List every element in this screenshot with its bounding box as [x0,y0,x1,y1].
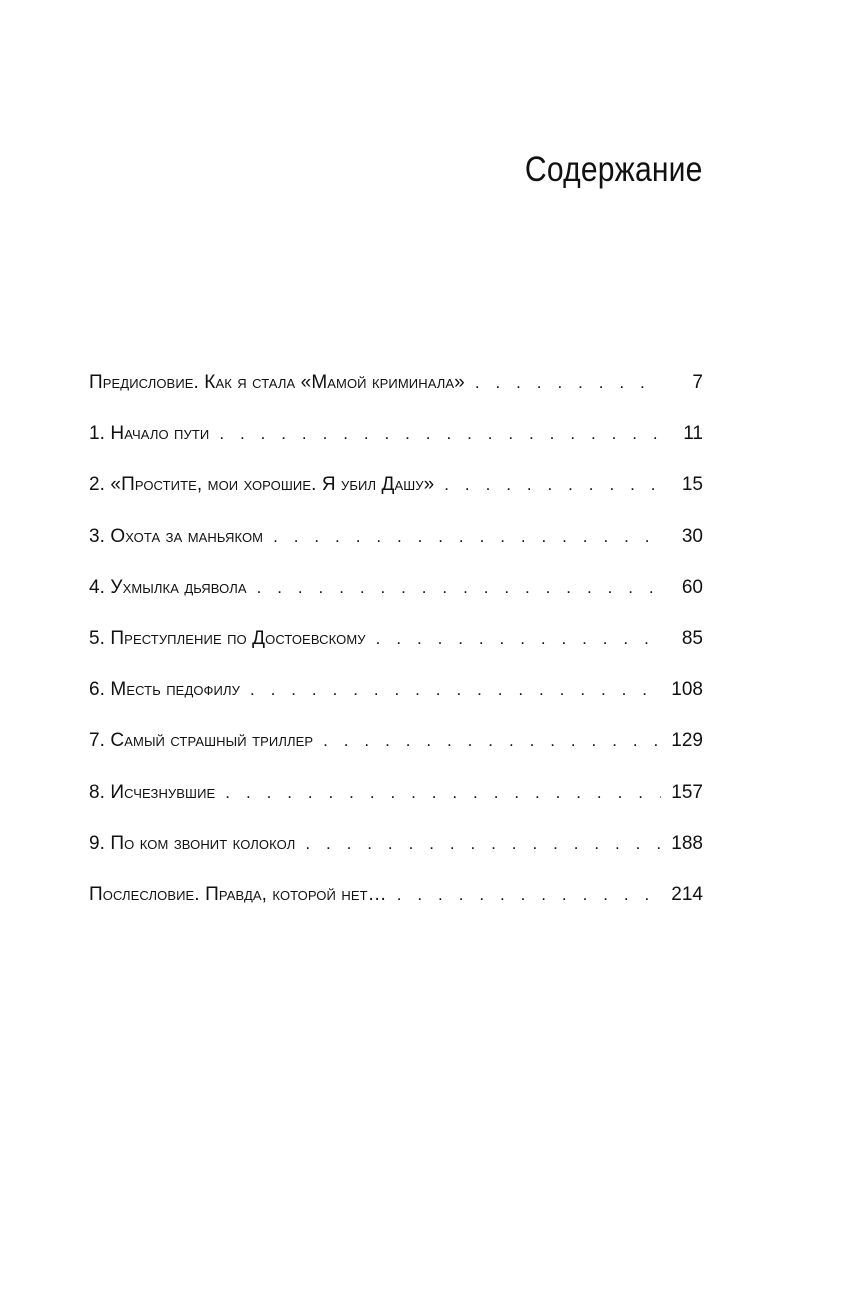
toc-page-number: 60 [681,576,703,598]
toc-entry-title: Послесловие. Правда, которой нет… [89,883,387,905]
toc-page-number: 157 [671,781,703,803]
toc-entry-title: Предисловие. Как я стала «Мамой криминала» [89,372,465,393]
toc-entry-title: 8. Исчезнувшие [89,781,216,803]
toc-dot-leader [257,578,661,598]
toc-entry [89,833,703,884]
toc-page-number: 7 [692,372,703,393]
toc-dot-leader [305,834,661,854]
toc-entry [89,884,703,935]
toc-dot-leader [225,783,661,803]
toc-entry-title: 1. Начало пути [89,423,210,445]
toc-entry [89,628,703,679]
toc-page-number: 15 [681,474,703,496]
toc-dot-leader [250,680,661,700]
toc-dot-leader [444,475,661,495]
page-title: Содержание [525,150,703,189]
toc-entry-title: 3. Охота за маньяком [89,525,264,547]
toc-page-number: 214 [671,883,703,905]
toc-entry [89,372,703,423]
toc-entry-title: 9. По ком звонит колокол [89,832,296,854]
toc-entry [89,423,703,474]
toc-page-number: 11 [683,423,703,445]
toc-dot-leader [273,527,661,547]
toc-entry [89,782,703,833]
toc-entry-title: 6. Месть педофилу [89,679,240,701]
toc-entry-title: 7. Самый страшный триллер [89,730,314,752]
toc-dot-leader [475,373,661,393]
toc-entry [89,526,703,577]
toc-entry-title: 5. Преступление по Достоевскому [89,627,366,649]
toc-page-number: 85 [681,627,703,649]
toc-entry [89,577,703,628]
toc-page-number: 129 [671,730,703,752]
toc-dot-leader [219,424,661,444]
toc-page-number: 188 [671,832,703,854]
table-of-contents [89,372,703,935]
toc-page-number: 30 [681,525,703,547]
toc-entry [89,679,703,730]
toc-dot-leader [397,885,661,905]
toc-dot-leader [376,629,661,649]
toc-entry [89,730,703,781]
toc-entry [89,474,703,525]
toc-dot-leader [323,731,661,751]
toc-entry-title: 4. Ухмылка дьявола [89,576,247,598]
toc-entry-title: 2. «Простите, мои хорошие. Я убил Дашу» [89,474,435,496]
toc-page-number: 108 [671,679,703,701]
